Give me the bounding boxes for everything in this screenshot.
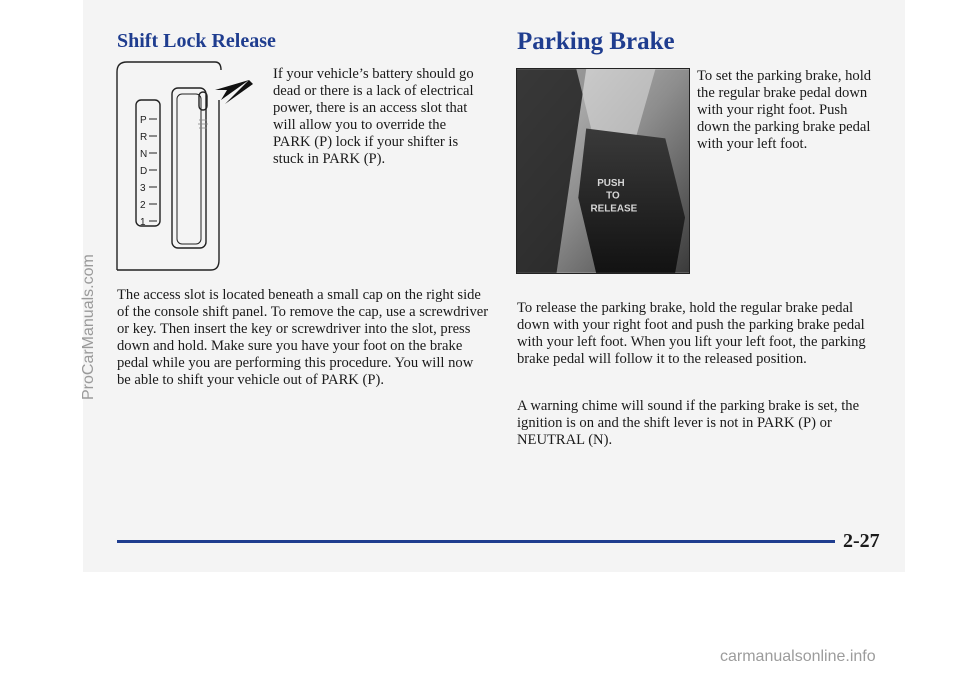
shifter-diagram [115,60,271,272]
footer-rule [117,540,835,543]
shift-lock-intro-paragraph: If your vehicle’s battery should go dead or there is a lack of electrical power, there is an access slot that will allow you to override the PARK (P) lock if your shifter is stuck in PARK (P). [273,66,474,167]
photo-label-push: PUSH [597,177,625,189]
gear-label-d: D [140,166,148,177]
gear-label-2: 2 [140,200,146,211]
parking-brake-heading: Parking Brake [517,28,675,55]
page-number: 2-27 [843,530,880,552]
release-parking-brake-paragraph: To release the parking brake, hold the regular brake pedal down with your right foot and push the parking brake pedal with your left foot. When you lift your left foot, the parking brake pedal will follow it to the released position. [517,300,866,367]
shift-lock-release-heading: Shift Lock Release [117,30,276,52]
gear-label-1: 1 [140,217,146,228]
bottom-watermark: carmanualsonline.info [720,648,876,665]
gear-label-n: N [140,149,148,160]
side-watermark: ProCarManuals.com [80,254,97,400]
parking-brake-pedal-photo [516,68,690,274]
access-slot-paragraph: The access slot is located beneath a small cap on the right side of the console shift panel. To remove the cap, use a screwdriver or key. Then insert the key or screwdriver into the slot, press down and hold. Make sure you have your foot on the brake pedal while you are performing this procedure. You will now be able to shift your vehicle out of PARK (P). [117,287,489,388]
arrow-icon [215,80,253,104]
warning-chime-paragraph: A warning chime will sound if the parking brake is set, the ignition is on and the shift lever is not in PARK (P) or NEUTRAL (N). [517,398,860,448]
gear-label-p: P [140,115,147,126]
photo-label-to: TO [606,190,620,202]
photo-label-release: RELEASE [590,203,638,215]
gear-label-r: R [140,132,148,143]
gear-label-3: 3 [140,183,146,194]
set-parking-brake-paragraph: To set the parking brake, hold the regular brake pedal down with your right foot. Push down the parking brake pedal with your left foot. [697,68,872,152]
